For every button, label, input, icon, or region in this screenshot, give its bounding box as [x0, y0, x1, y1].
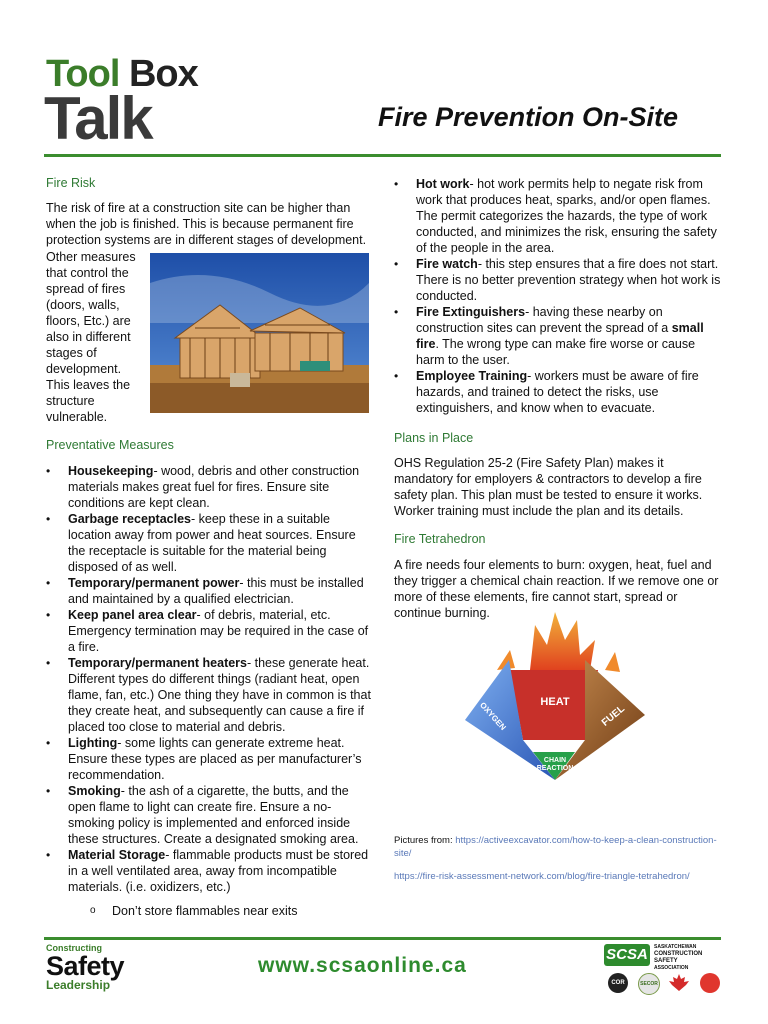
fuel-label: FUEL [599, 703, 627, 729]
header-divider [44, 154, 721, 157]
plans-in-place-heading: Plans in Place [394, 431, 474, 445]
list-item: • Fire Extinguishers- having these nearby on construction sites can prevent the spread of a small fire. The wrong type can make fire worse or cause harm to the user. [394, 304, 724, 368]
constructing-safety-leadership-logo [46, 944, 124, 991]
picture-credits-2 [394, 870, 724, 883]
credit-link-2[interactable]: https://fire-risk-assessment-network.com/blog/fire-triangle-tetrahedron/ [394, 871, 690, 882]
fire-risk-line: development. [46, 362, 122, 376]
fire-risk-line: spread of fires [46, 282, 126, 296]
heat-label: HEAT [540, 696, 570, 708]
scsa-logo [604, 944, 724, 999]
list-item: • Fire watch- this step ensures that a fire does not start. There is no better prevention strategy when hot work is conducted. [394, 256, 724, 304]
sub-list-item: o Don’t store flammables near exits [46, 903, 438, 919]
list-item: • Hot work- hot work permits help to negate risk from work that produces heat, sparks, and/or open flames. The permit categorizes the hazards, the type of work conducted, and minimizes the risk, ensuring the safety of the people in the area. [394, 176, 724, 256]
plans-in-place-paragraph: OHS Regulation 25-2 (Fire Safety Plan) makes it mandatory for employers & contractors to develop a fire safety plan. This plan must be tested to ensure it works. Worker training must include the plan and its details. [394, 456, 703, 518]
csl-big-text: Safety [46, 951, 125, 981]
website-link[interactable]: www.scsaonline.ca [258, 954, 467, 977]
fire-risk-line: floors, Etc.) are [46, 314, 131, 328]
credits-label: Pictures from: [394, 835, 456, 846]
fire-risk-line: vulnerable. [46, 410, 108, 424]
list-item: • Temporary/permanent power- this must be installed and maintained by a qualified electrician. [46, 575, 372, 607]
fire-risk-line: stages of [46, 346, 97, 360]
fire-risk-line: also in different [46, 330, 131, 344]
csl-small-text: Constructing [46, 943, 102, 953]
secor-badge: SECOR [638, 973, 660, 995]
fire-risk-paragraph: The risk of fire at a construction site can be higher than when the job is finished. This is because permanent fire protection systems are in different stages of development. [46, 201, 367, 247]
list-item: • Employee Training- workers must be aware of fire hazards, and trained to detect the risks, use extinguishers, and know when to evacuate. [394, 368, 724, 416]
construction-site-photo [150, 253, 369, 413]
chain-label: CHAIN [543, 757, 567, 764]
fire-risk-line: structure [46, 394, 95, 408]
fire-risk-line: Other measures [46, 250, 136, 264]
preventative-measures-heading: Preventative Measures [46, 438, 174, 452]
right-bullet-list [394, 176, 724, 416]
list-item: • Housekeeping- wood, debris and other construction materials makes great fuel for fires. Ensure site conditions are kept clean. [46, 463, 372, 511]
logo-box-word: Box [128, 53, 198, 95]
list-item: • Smoking- the ash of a cigarette, the butts, and the open flame to light can create fire. Ensure a no-smoking policy is implemented and enforced inside these structures. Create a designated smoking area. [46, 783, 372, 847]
picture-credits [394, 834, 724, 860]
list-item: • Garbage receptacles- keep these in a suitable location away from power and heat sources. Ensure the receptacle is suitable for the material being disposed of as well. [46, 511, 372, 575]
fire-risk-line: This leaves the [46, 378, 131, 392]
scsa-name: SASKATCHEWAN CONSTRUCTION SAFETY ASSOCIATION [654, 944, 703, 971]
logo-tool-word: Tool [46, 53, 120, 95]
fire-risk-line: (doors, walls, [46, 298, 120, 312]
list-item: • Lighting- some lights can generate extreme heat. Ensure these types are placed as per manufacturer’s recommendation. [46, 735, 372, 783]
cor-badge: COR [608, 973, 628, 993]
fire-tetrahedron-heading: Fire Tetrahedron [394, 532, 486, 546]
red-round-badge [700, 973, 720, 993]
oxygen-label: OXYGEN [478, 700, 508, 733]
maple-leaf-icon [668, 973, 690, 993]
scsa-mark: SCSA [604, 944, 650, 966]
page-title: Fire Prevention On-Site [378, 102, 679, 132]
fire-tetrahedron-paragraph: A fire needs four elements to burn: oxygen, heat, fuel and they trigger a chemical chain reaction. If we remove one or more of these elements, fire cannot start, spread or continue burning. [394, 558, 719, 620]
footer-divider [44, 937, 721, 940]
fire-tetrahedron-diagram [455, 610, 655, 810]
list-item: • Keep panel area clear- of debris, material, etc. Emergency termination may be required in the case of a fire. [46, 607, 372, 655]
list-item: • Material Storage- flammable products must be stored in a well ventilated area, away from incompatible materials. (i.e. oxidizers, etc.) [46, 847, 372, 895]
fire-risk-line: that control the [46, 266, 129, 280]
credit-link-1[interactable]: https://activeexcavator.com/how-to-keep-a-clean-construction-site/ [394, 835, 717, 859]
fire-risk-heading: Fire Risk [46, 176, 96, 190]
fire-risk-continued [46, 249, 146, 425]
list-item: • Temporary/permanent heaters- these generate heat. Different types do different things (radiant heat, open flame, fan, etc.) One thing they have in common is that they create heat, and subsequently can cause a fire if placed too close to material and debris. [46, 655, 372, 735]
preventative-measures-list [46, 463, 372, 895]
csl-sub-text: Leadership [46, 978, 111, 992]
reaction-label: REACTION [536, 765, 574, 772]
logo-talk-word: Talk [44, 85, 152, 152]
